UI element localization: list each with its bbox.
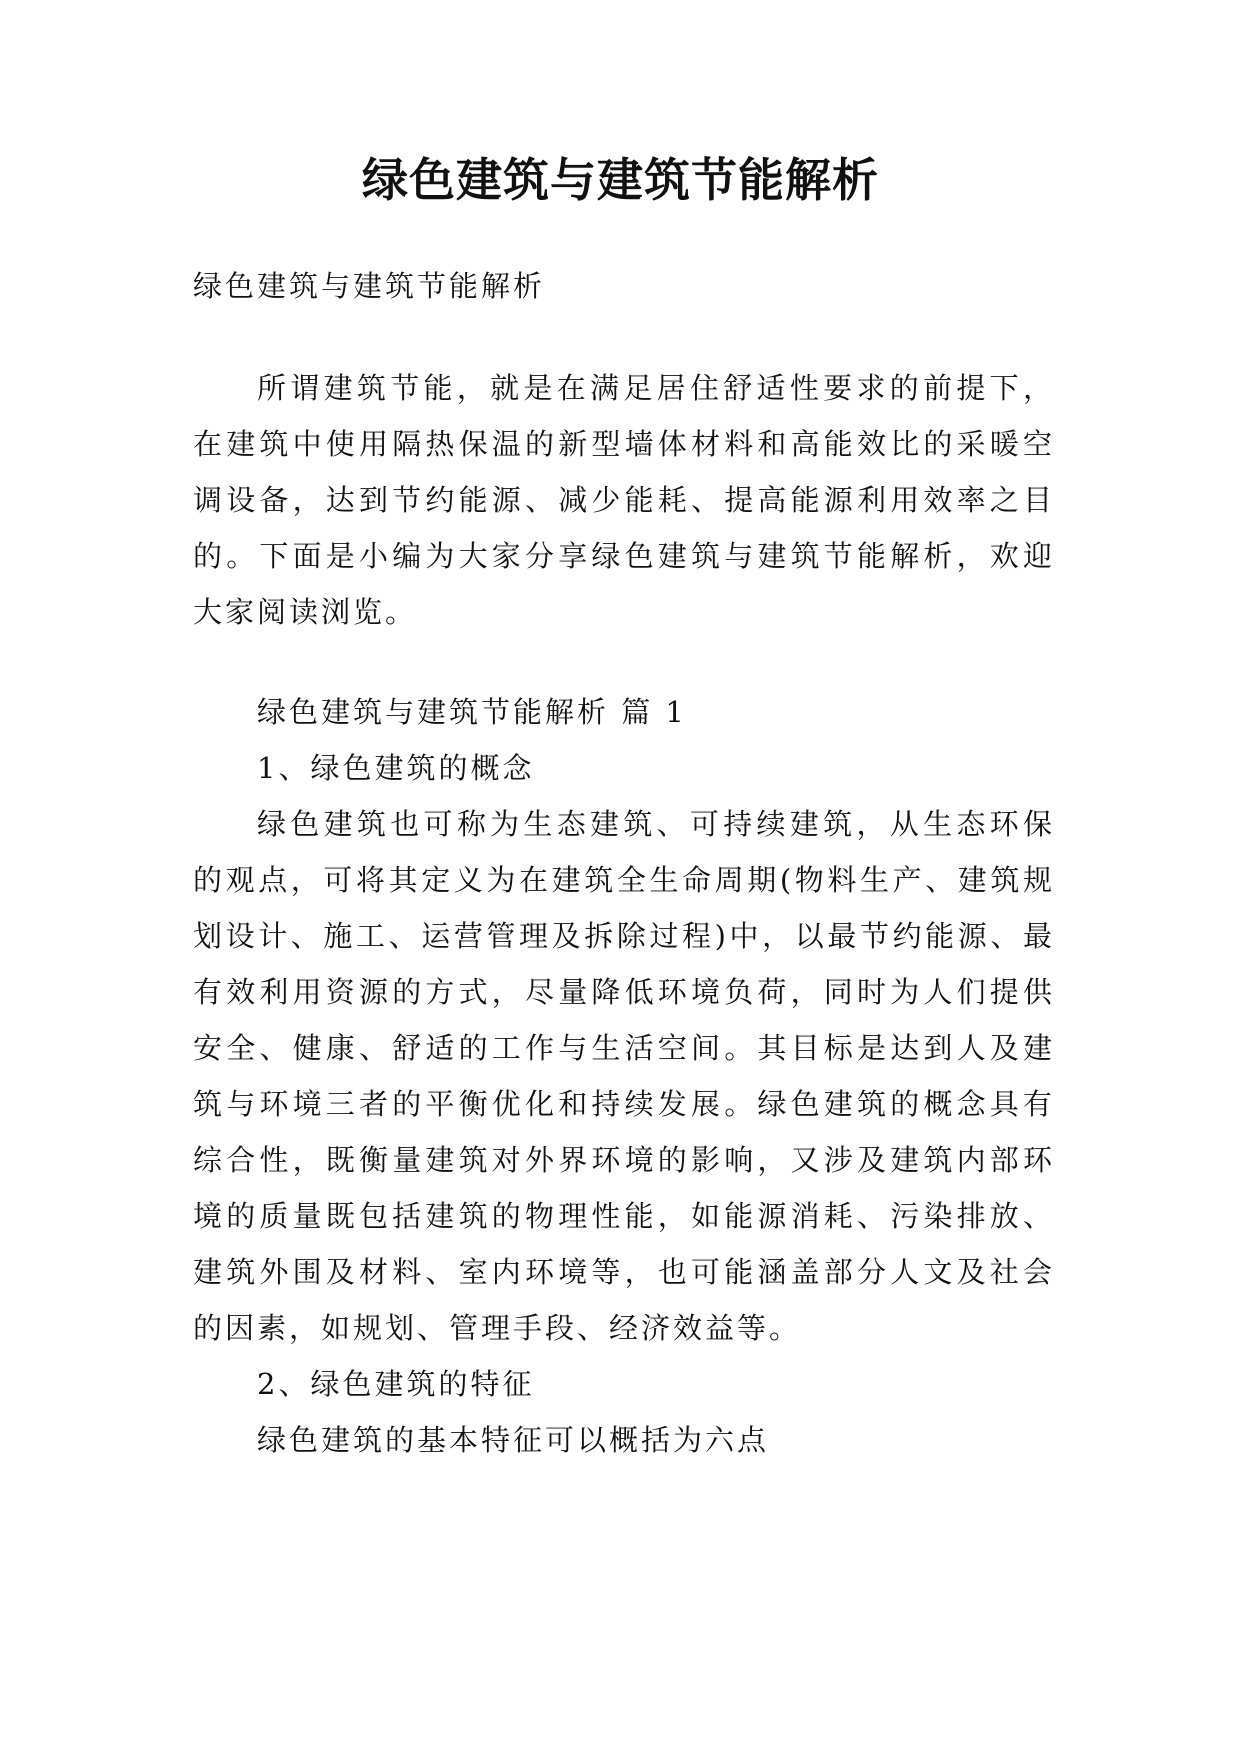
heading-concept: 1、绿色建筑的概念 <box>257 751 535 785</box>
document-body <box>193 258 1055 1468</box>
intro-paragraph: 所谓建筑节能，就是在满足居住舒适性要求的前提下，在建筑中使用隔热保温的新型墙体材料和高能效比的采暖空调设备，达到节约能源、减少能耗、提高能源利用效率之目的。下面是小编为大家分享绿色建筑与建筑节能解析，欢迎大家阅读浏览。 <box>193 371 1055 629</box>
features-paragraph: 绿色建筑的基本特征可以概括为六点 <box>257 1423 770 1457</box>
document-subtitle: 绿色建筑与建筑节能解析 <box>193 269 546 303</box>
section-heading: 绿色建筑与建筑节能解析 篇 1 <box>257 695 687 729</box>
document-title: 绿色建筑与建筑节能解析 <box>362 153 879 207</box>
concept-paragraph: 绿色建筑也可称为生态建筑、可持续建筑，从生态环保的观点，可将其定义为在建筑全生命周期(物料生产、建筑规划设计、施工、运营管理及拆除过程)中，以最节约能源、最有效利用资源的方式，尽量降低环境负荷，同时为人们提供安全、健康、舒适的工作与生活空间。其目标是达到人及建筑与环境三者的平衡优化和持续发展。绿色建筑的概念具有综合性，既衡量建筑对外界环境的影响，又涉及建筑内部环境的质量既包括建筑的物理性能，如能源消耗、污染排放、建筑外围及材料、室内环境等，也可能涵盖部分人文及社会的因素，如规划、管理手段、经济效益等。 <box>193 807 1055 1345</box>
heading-features: 2、绿色建筑的特征 <box>257 1367 535 1401</box>
